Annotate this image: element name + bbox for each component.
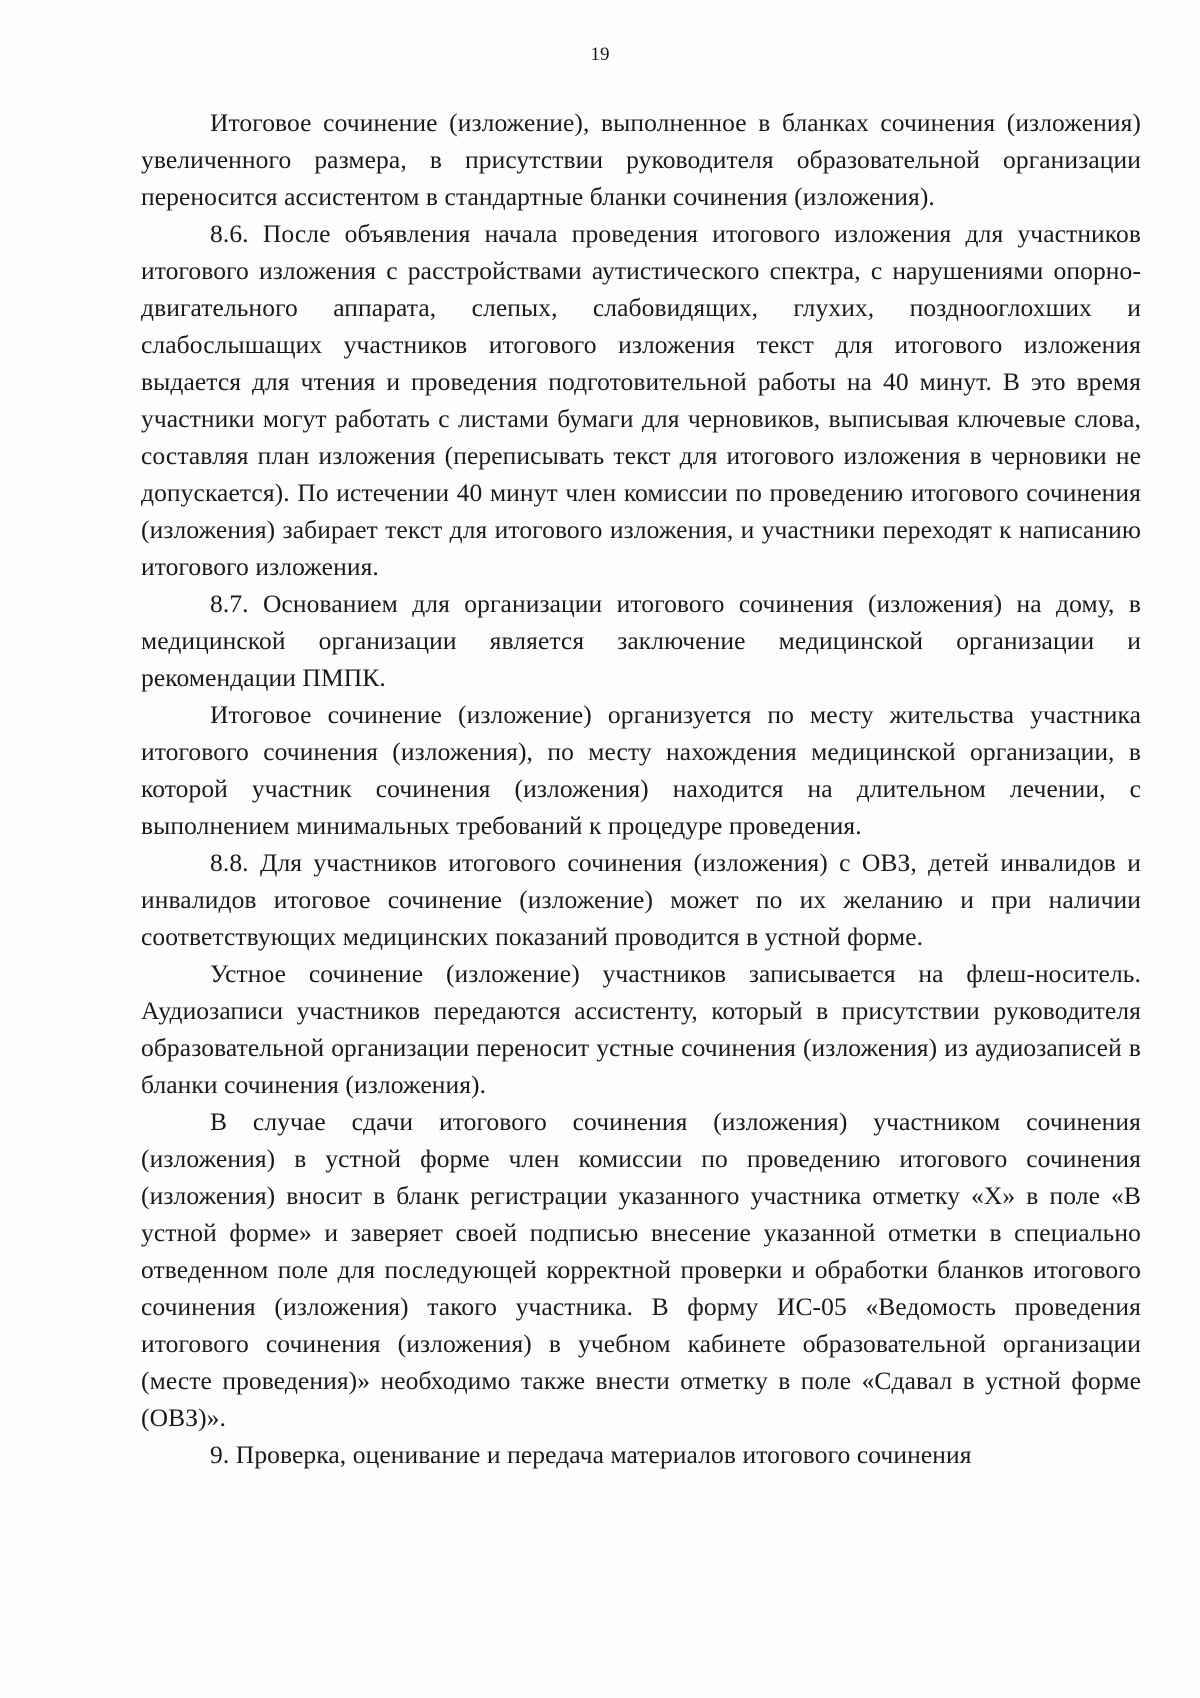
paragraph-8-7: 8.7. Основанием для организации итогового сочинения (изложения) на дому, в медицинской организации является заключение медицинской организации и рекомендации ПМПК. <box>141 589 1141 692</box>
paragraph-oral-recording: Устное сочинение (изложение) участников записывается на флеш-носитель. Аудиозаписи участников передаются ассистенту, который в присутствии руководителя образовательной организации переносит устные сочинения (изложения) из аудиозаписей в бланки сочинения (изложения). <box>141 959 1141 1099</box>
paragraph-home-location: Итоговое сочинение (изложение) организуется по месту жительства участника итогового сочинения (изложения), по месту нахождения медицинской организации, в которой участник сочинения (изложения) находится на длительном лечении, с выполнением минимальных требований к процедуре проведения. <box>141 700 1141 840</box>
paragraph-oral-mark: В случае сдачи итогового сочинения (изложения) участником сочинения (изложения) в устной форме член комиссии по проведению итогового сочинения (изложения) вносит в бланк регистрации указанного участника отметку «Х» в поле «В устной форме» и заверяет своей подписью внесение указанной отметки в специально отведенном поле для последующей корректной проверки и обработки бланков итогового сочинения (изложения) такого участника. В форму ИС-05 «Ведомость проведения итогового сочинения (изложения) в учебном кабинете образовательной организации (месте проведения)» необходимо также внести отметку в поле «Сдавал в устной форме (ОВЗ)». <box>141 1107 1141 1432</box>
paragraph-8-6: 8.6. После объявления начала проведения итогового изложения для участников итогового изложения с расстройствами аутистического спектра, с нарушениями опорно-двигательного аппарата, слепых, слабовидящих, глухих, позднооглохших и слабослышащих участников итогового изложения текст для итогового изложения выдается для чтения и проведения подготовительной работы на 40 минут. В это время участники могут работать с листами бумаги для черновиков, выписывая ключевые слова, составляя план изложения (переписывать текст для итогового изложения в черновики не допускается). По истечении 40 минут член комиссии по проведению итогового сочинения (изложения) забирает текст для итогового изложения, и участники переходят к написанию итогового изложения. <box>141 219 1141 581</box>
paragraph-enlarged-forms: Итоговое сочинение (изложение), выполненное в бланках сочинения (изложения) увеличенного размера, в присутствии руководителя образовательной организации переносится ассистентом в стандартные бланки сочинения (изложения). <box>141 108 1141 211</box>
section-9-heading: 9. Проверка, оценивание и передача материалов итогового сочинения <box>210 1440 972 1469</box>
document-body <box>141 104 1141 1473</box>
paragraph-8-8: 8.8. Для участников итогового сочинения (изложения) с ОВЗ, детей инвалидов и инвалидов итоговое сочинение (изложение) может по их желанию и при наличии соответствующих медицинских показаний проводится в устной форме. <box>141 848 1141 951</box>
page-number: 19 <box>590 44 610 65</box>
